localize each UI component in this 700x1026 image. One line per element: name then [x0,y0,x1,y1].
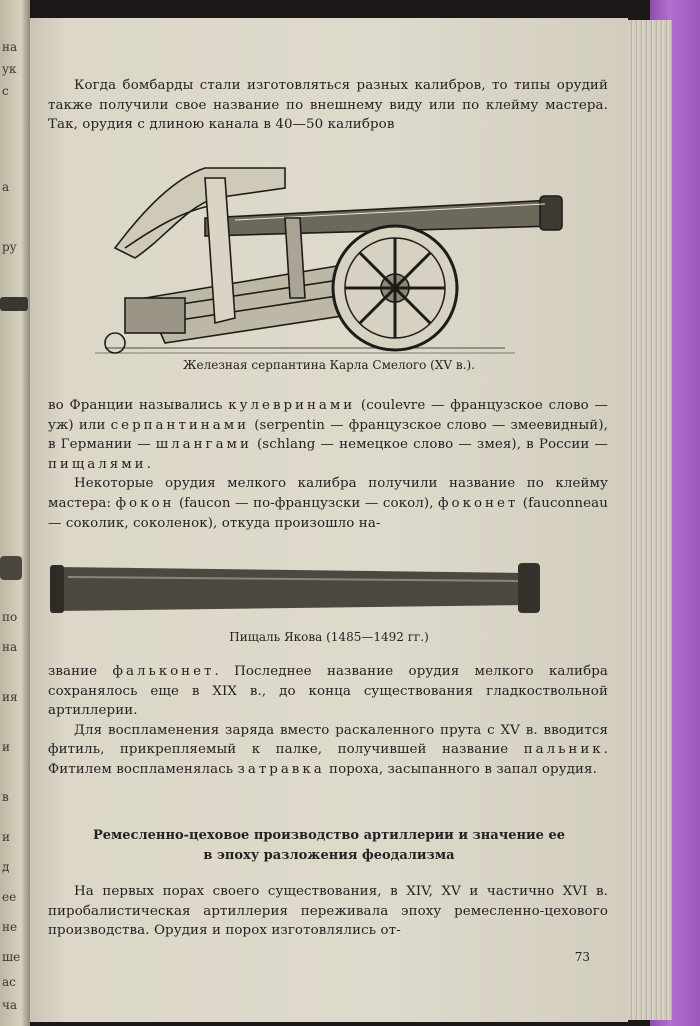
paragraph-6 [48,882,608,941]
left-fragment: а [2,180,10,194]
paragraph-text: На первых порах своего существования, в XIV, XV и частично XVI в. пиробалистическая артиллерия переживала эпоху ремесленно-цехового производства. Орудия и порох изготовлялись от- [48,884,608,939]
left-fragment: и [2,830,10,844]
left-fragment: на [2,640,18,654]
figure-caption: Железная серпантина Карла Смелого (XV в.). [183,358,475,372]
left-fragment: по [2,610,18,624]
spaced-term: затравка [237,761,325,777]
page-stack-edge [624,20,672,1020]
paragraph-top [48,76,608,135]
text-run: во Франции назывались [48,398,229,413]
text-run: (fauconneau — соколик, соколенок), откуда произошло на- [48,495,608,531]
cannon-fragment-icon [0,285,30,325]
section-heading-line: Ремесленно-цеховое производство артиллерии и значение ее [92,828,566,843]
text-run: звание [48,664,113,679]
spaced-term: пищалями [48,456,147,472]
left-fragment: и [2,740,10,754]
text-run: (schlang — немецкое слово — змея), в России — [251,437,608,453]
section-heading [30,826,628,866]
spaced-term: серпантинами [110,417,250,433]
left-fragment: ее [2,890,17,904]
spaced-term: кулевринами [228,398,356,413]
text-run: . [146,456,151,472]
spaced-term: фальконет [112,664,215,679]
spaced-term: пальник [523,742,604,758]
section-heading-line: в эпоху разложения феодализма [203,848,455,863]
text-run: Некоторые орудия мелкого калибра получили название по клейму мастера: [48,476,608,511]
spaced-term: шлангами [155,437,252,453]
left-fragment: ук [2,62,17,76]
left-fragment: с [2,84,9,98]
text-run: Для воспламенения заряда вместо раскаленного прута с XV в. вводится фитиль, прикрепляемый к палке, получившей название [48,722,608,758]
left-fragment: не [2,920,18,934]
left-fragment: ру [2,240,17,254]
text-run: пороха, засыпанного в запал орудия. [324,761,597,777]
paragraph-2 [48,396,608,533]
spaced-term: фокон [115,495,175,511]
paragraph-text: Когда бомбарды стали изготовляться разных калибров, то типы орудий также получили свое название по внешнему виду или по клейму мастера. Так, орудия с длиною канала в 40—50 калибров [48,78,608,133]
left-fragment: ас [2,975,16,989]
left-fragment: на [2,40,18,54]
paragraph-4 [48,662,608,780]
book-page [30,18,628,1022]
text-run: . Последнее название орудия мелкого калибра сохранялось еще в XIX в., до конца существования гладкоствольной артиллерии. [48,664,608,719]
page-number: 73 [574,950,590,964]
serpentine-cannon-illustration [85,148,590,363]
left-fragment: д [2,860,10,874]
figure-caption: Пищаль Якова (1485—1492 гг.) [229,630,429,644]
left-fragment: ше [2,950,21,964]
arquebus-barrel-illustration [48,555,548,620]
left-fragment: в [2,790,9,804]
left-fragment: ия [2,690,18,704]
cannon-fragment-icon [0,548,30,588]
spaced-term: фоконет [438,495,519,511]
text-run: (coulevre — французское слово — уж) или [48,398,608,433]
text-run: (faucon — по-французски — сокол), [174,495,439,511]
left-fragment: ча [2,998,18,1012]
left-page-fragment [0,0,30,1026]
text-run: . Фитилем воспламенялась [48,742,608,777]
text-run: (serpentin — французское слово — змеевидный), в Германии — [48,417,608,453]
